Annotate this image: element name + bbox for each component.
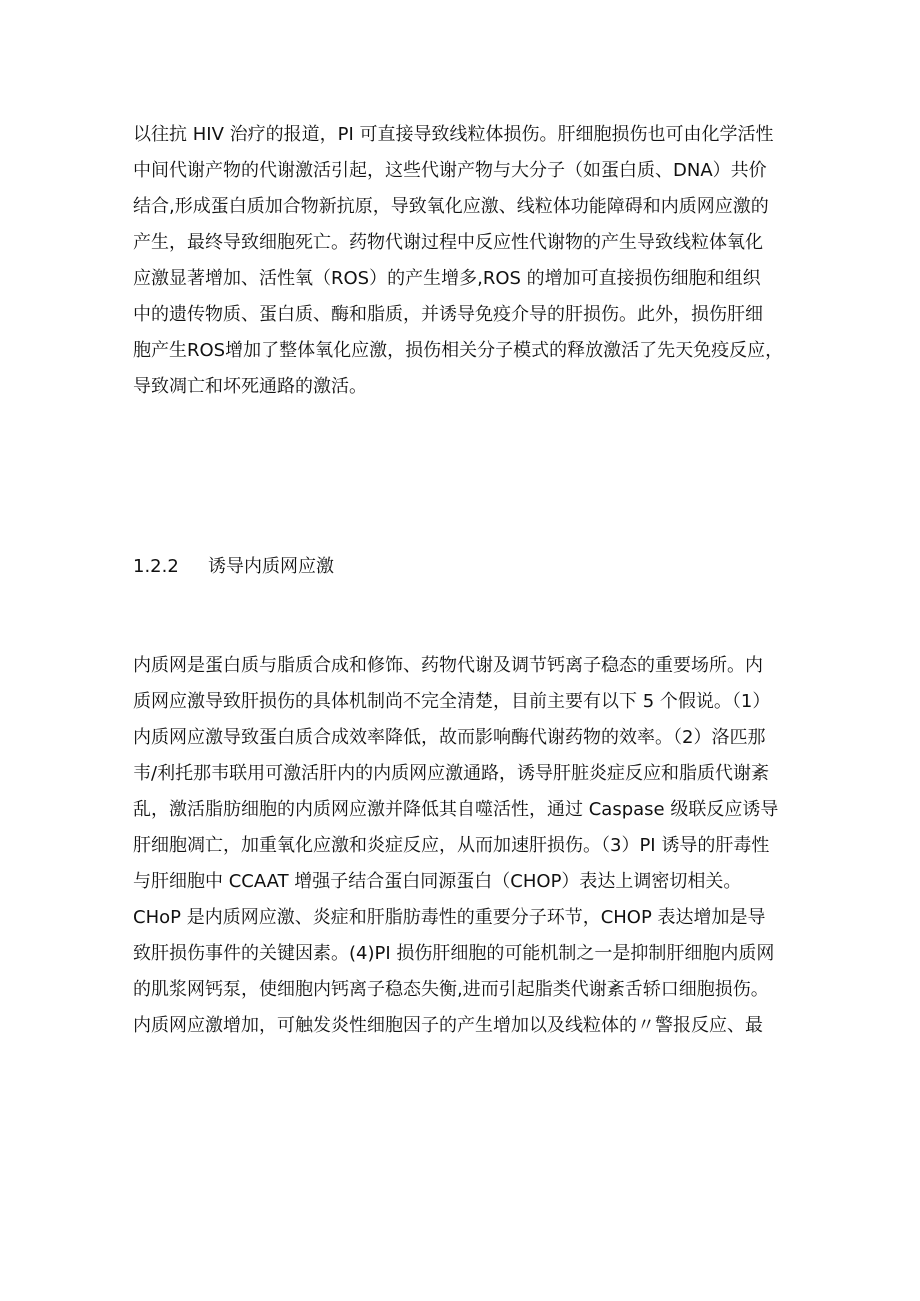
text-line: 结合,形成蛋白质加合物新抗原，导致氧化应激、线粒体功能障碍和内质网应激的 bbox=[133, 196, 769, 217]
section-title: 诱导内质网应激 bbox=[208, 556, 334, 577]
text-line: 内质网是蛋白质与脂质合成和修饰、药物代谢及调节钙离子稳态的重要场所。内 bbox=[133, 655, 763, 676]
text-line: 中间代谢产物的代谢激活引起，这些代谢产物与大分子（如蛋白质、DNA）共价 bbox=[133, 160, 767, 181]
section-number: 1.2.2 bbox=[133, 556, 179, 577]
section-heading bbox=[133, 549, 334, 585]
text-line: 韦/利托那韦联用可激活肝内的内质网应激通路，诱导肝脏炎症反应和脂质代谢紊 bbox=[133, 763, 770, 784]
text-line: 质网应激导致肝损伤的具体机制尚不完全清楚，目前主要有以下 5 个假说。（1） bbox=[133, 691, 771, 712]
text-line: 的肌浆网钙泵，使细胞内钙离子稳态失衡,进而引起脂类代谢紊舌轿口细胞损伤。 bbox=[133, 979, 769, 1000]
text-line: 产生，最终导致细胞死亡。药物代谢过程中反应性代谢物的产生导致线粒体氧化 bbox=[133, 232, 763, 253]
text-line: CHoP 是内质网应激、炎症和肝脂肪毒性的重要分子环节，CHOP 表达增加是导 bbox=[133, 907, 766, 928]
paragraph-er-stress bbox=[133, 648, 793, 1044]
paragraph-mitochondrial-injury bbox=[133, 117, 793, 405]
text-line: 乱，激活脂肪细胞的内质网应激并降低其自噬活性，通过 Caspase 级联反应诱导 bbox=[133, 799, 779, 820]
text-line: 胞产生ROS增加了整体氧化应激，损伤相关分子模式的释放激活了先天免疫反应， bbox=[133, 340, 784, 361]
text-line: 与肝细胞中 CCAAT 增强子结合蛋白同源蛋白（CHOP）表达上调密切相关。 bbox=[133, 871, 742, 892]
text-line: 以往抗 HIV 治疗的报道，PI 可直接导致线粒体损伤。肝细胞损伤也可由化学活性 bbox=[133, 124, 774, 145]
text-line: 中的遗传物质、蛋白质、酶和脂质，并诱导免疫介导的肝损伤。此外，损伤肝细 bbox=[133, 304, 763, 325]
text-line: 致肝损伤事件的关键因素。(4)PI 损伤肝细胞的可能机制之一是抑制肝细胞内质网 bbox=[133, 943, 775, 964]
text-line: 内质网应激增加，可触发炎性细胞因子的产生增加以及线粒体的〃警报反应、最 bbox=[133, 1015, 763, 1036]
text-line: 导致凋亡和坏死通路的激活。 bbox=[133, 376, 367, 397]
text-line: 肝细胞凋亡，加重氧化应激和炎症反应，从而加速肝损伤。（3）PI 诱导的肝毒性 bbox=[133, 835, 770, 856]
text-line: 内质网应激导致蛋白质合成效率降低，故而影响酶代谢药物的效率。（2）洛匹那 bbox=[133, 727, 766, 748]
text-line: 应激显著增加、活性氧（ROS）的产生增多,ROS 的增加可直接损伤细胞和组织 bbox=[133, 268, 761, 289]
